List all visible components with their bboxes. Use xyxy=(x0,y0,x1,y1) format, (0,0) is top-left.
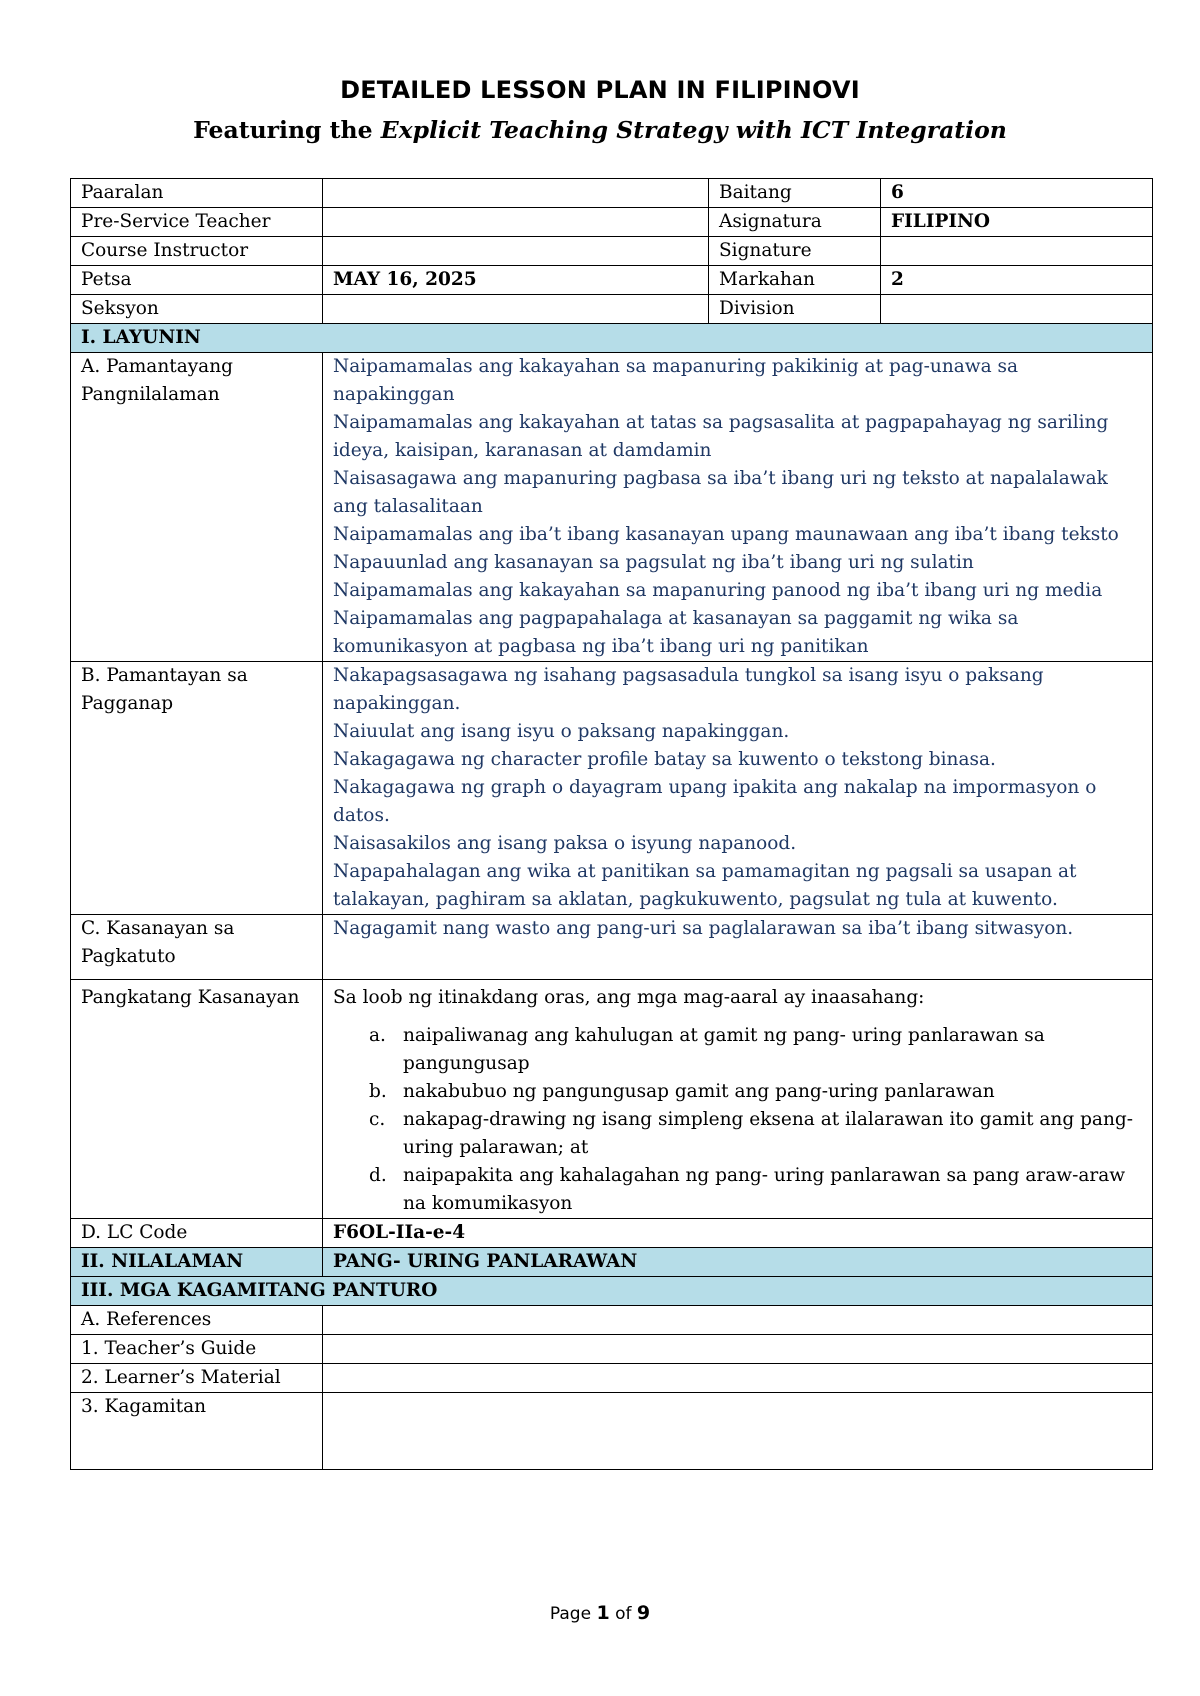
pangkatang-intro: Sa loob ng itinakdang oras, ang mga mag-aaral ay inaasahang: xyxy=(333,987,925,1008)
lc-code-label: D. LC Code xyxy=(71,1219,323,1248)
kasanayan-sa-pagkatuto-content: Nagagamit nang wasto ang pang-uri sa paglalarawan sa iba’t ibang sitwasyon. xyxy=(323,915,1153,980)
section-kagamitan-heading: III. MGA KAGAMITANG PANTURO xyxy=(71,1277,1153,1306)
row-learners-material xyxy=(71,1364,1153,1393)
info-row-teacher xyxy=(71,208,1153,237)
pagganap-item: Nakapagsasagawa ng isahang pagsasadula tungkol sa isang isyu o paksang napakinggan. xyxy=(333,665,1044,714)
paaralan-label: Paaralan xyxy=(71,179,323,208)
of-word: of xyxy=(615,1604,632,1624)
document-subtitle xyxy=(0,116,1200,144)
petsa-label: Petsa xyxy=(71,266,323,295)
kagamitan-value xyxy=(323,1393,1153,1470)
paaralan-value xyxy=(323,179,709,208)
list-marker: b. xyxy=(369,1081,387,1102)
division-value xyxy=(881,295,1153,324)
pangnilalaman-item: Naipamamalas ang pagpapahalaga at kasanayan sa paggamit ng wika sa komunikasyon at pagbasa ng iba’t ibang uri ng panitikan xyxy=(333,608,1019,657)
signature-value xyxy=(881,237,1153,266)
baitang-label: Baitang xyxy=(709,179,881,208)
seksyon-value xyxy=(323,295,709,324)
list-item xyxy=(333,1022,1144,1078)
instructor-value xyxy=(323,237,709,266)
list-item-text: naipapakita ang kahalagahan ng pang- uring panlarawan sa pang araw-araw na komumikasyon xyxy=(403,1165,1126,1214)
instructor-label: Course Instructor xyxy=(71,237,323,266)
pangkatang-kasanayan-label: Pangkatang Kasanayan xyxy=(71,980,323,1219)
learners-material-value xyxy=(323,1364,1153,1393)
section-layunin-heading: I. LAYUNIN xyxy=(71,324,1153,353)
list-item xyxy=(333,1078,1144,1106)
asignatura-label: Asignatura xyxy=(709,208,881,237)
page-footer xyxy=(0,1602,1200,1624)
row-kagamitan xyxy=(71,1393,1153,1470)
list-marker: c. xyxy=(369,1109,386,1130)
subtitle-emphasis: Explicit Teaching Strategy with ICT Integration xyxy=(380,116,1007,144)
list-marker: d. xyxy=(369,1165,387,1186)
pamantayang-pangnilalaman-content xyxy=(323,353,1153,662)
pamantayan-sa-pagganap-label: B. Pamantayan sa Pagganap xyxy=(71,662,323,915)
lesson-plan-table xyxy=(70,178,1153,1470)
row-pamantayan-sa-pagganap xyxy=(71,662,1153,915)
document-title: DETAILED LESSON PLAN IN FILIPINOVI xyxy=(340,76,860,104)
page-word: Page xyxy=(549,1604,592,1624)
info-row-instructor xyxy=(71,237,1153,266)
pagganap-item: Nakagagawa ng graph o dayagram upang ipakita ang nakalap na impormasyon o datos. xyxy=(333,777,1097,826)
list-marker: a. xyxy=(369,1025,386,1046)
asignatura-value: FILIPINO xyxy=(881,208,1153,237)
references-value xyxy=(323,1306,1153,1335)
list-item-text: nakabubuo ng pangungusap gamit ang pang-uring panlarawan xyxy=(403,1081,995,1102)
objectives-list xyxy=(333,1022,1144,1218)
section-kagamitan-row xyxy=(71,1277,1153,1306)
baitang-value: 6 xyxy=(881,179,1153,208)
pamantayan-sa-pagganap-content xyxy=(323,662,1153,915)
learners-material-label: 2. Learner’s Material xyxy=(71,1364,323,1393)
info-row-seksyon xyxy=(71,295,1153,324)
nilalaman-value: PANG- URING PANLARAWAN xyxy=(323,1248,1153,1277)
petsa-value: MAY 16, 2025 xyxy=(323,266,709,295)
pangkatang-kasanayan-content xyxy=(323,980,1153,1219)
subtitle-prefix: Featuring the xyxy=(193,116,381,144)
pamantayang-pangnilalaman-label: A. Pamantayang Pangnilalaman xyxy=(71,353,323,662)
teachers-guide-value xyxy=(323,1335,1153,1364)
pagganap-item: Napapahalagan ang wika at panitikan sa pamamagitan ng pagsali sa usapan at talakayan, paghiram sa aklatan, pagkukuwento, pagsulat ng tula at kuwento. xyxy=(333,861,1077,910)
row-pangkatang-kasanayan xyxy=(71,980,1153,1219)
kagamitan-label: 3. Kagamitan xyxy=(71,1393,323,1470)
pangnilalaman-item: Naisasagawa ang mapanuring pagbasa sa iba’t ibang uri ng teksto at napalalawak ang talasalitaan xyxy=(333,468,1108,517)
seksyon-label: Seksyon xyxy=(71,295,323,324)
info-row-petsa xyxy=(71,266,1153,295)
row-pamantayang-pangnilalaman xyxy=(71,353,1153,662)
pangnilalaman-item: Naipamamalas ang kakayahan at tatas sa pagsasalita at pagpapahayag ng sariling ideya, kaisipan, karanasan at damdamin xyxy=(333,412,1109,461)
list-item xyxy=(333,1162,1144,1218)
markahan-value: 2 xyxy=(881,266,1153,295)
lc-code-value: F6OL-IIa-e-4 xyxy=(323,1219,1153,1248)
info-row-paaralan xyxy=(71,179,1153,208)
row-kasanayan-sa-pagkatuto xyxy=(71,915,1153,980)
row-lc-code xyxy=(71,1219,1153,1248)
pagganap-item: Nakagagawa ng character profile batay sa kuwento o tekstong binasa. xyxy=(333,749,996,770)
list-item-text: naipaliwanag ang kahulugan at gamit ng pang- uring panlarawan sa pangungusap xyxy=(403,1025,1045,1074)
row-references xyxy=(71,1306,1153,1335)
page-number: 1 xyxy=(596,1602,610,1624)
section-nilalaman-heading: II. NILALAMAN xyxy=(71,1248,323,1277)
list-item-text: nakapag-drawing ng isang simpleng eksena at ilalarawan ito gamit ang pang-uring palarawan; at xyxy=(403,1109,1133,1158)
pangnilalaman-item: Naipamamalas ang iba’t ibang kasanayan upang maunawaan ang iba’t ibang teksto xyxy=(333,524,1119,545)
pangnilalaman-item: Naipamamalas ang kakayahan sa mapanuring pakikinig at pag-unawa sa napakinggan xyxy=(333,356,1019,405)
division-label: Division xyxy=(709,295,881,324)
signature-label: Signature xyxy=(709,237,881,266)
teachers-guide-label: 1. Teacher’s Guide xyxy=(71,1335,323,1364)
pangnilalaman-item: Napauunlad ang kasanayan sa pagsulat ng iba’t ibang uri ng sulatin xyxy=(333,552,974,573)
markahan-label: Markahan xyxy=(709,266,881,295)
kasanayan-sa-pagkatuto-label: C. Kasanayan sa Pagkatuto xyxy=(71,915,323,980)
section-layunin-row xyxy=(71,324,1153,353)
section-nilalaman-row xyxy=(71,1248,1153,1277)
row-teachers-guide xyxy=(71,1335,1153,1364)
teacher-value xyxy=(323,208,709,237)
pangnilalaman-item: Naipamamalas ang kakayahan sa mapanuring panood ng iba’t ibang uri ng media xyxy=(333,580,1103,601)
pagganap-item: Naisasakilos ang isang paksa o isyung napanood. xyxy=(333,833,797,854)
pagganap-item: Naiuulat ang isang isyu o paksang napakinggan. xyxy=(333,721,790,742)
references-label: A. References xyxy=(71,1306,323,1335)
list-item xyxy=(333,1106,1144,1162)
page-total: 9 xyxy=(636,1602,651,1624)
teacher-label: Pre-Service Teacher xyxy=(71,208,323,237)
